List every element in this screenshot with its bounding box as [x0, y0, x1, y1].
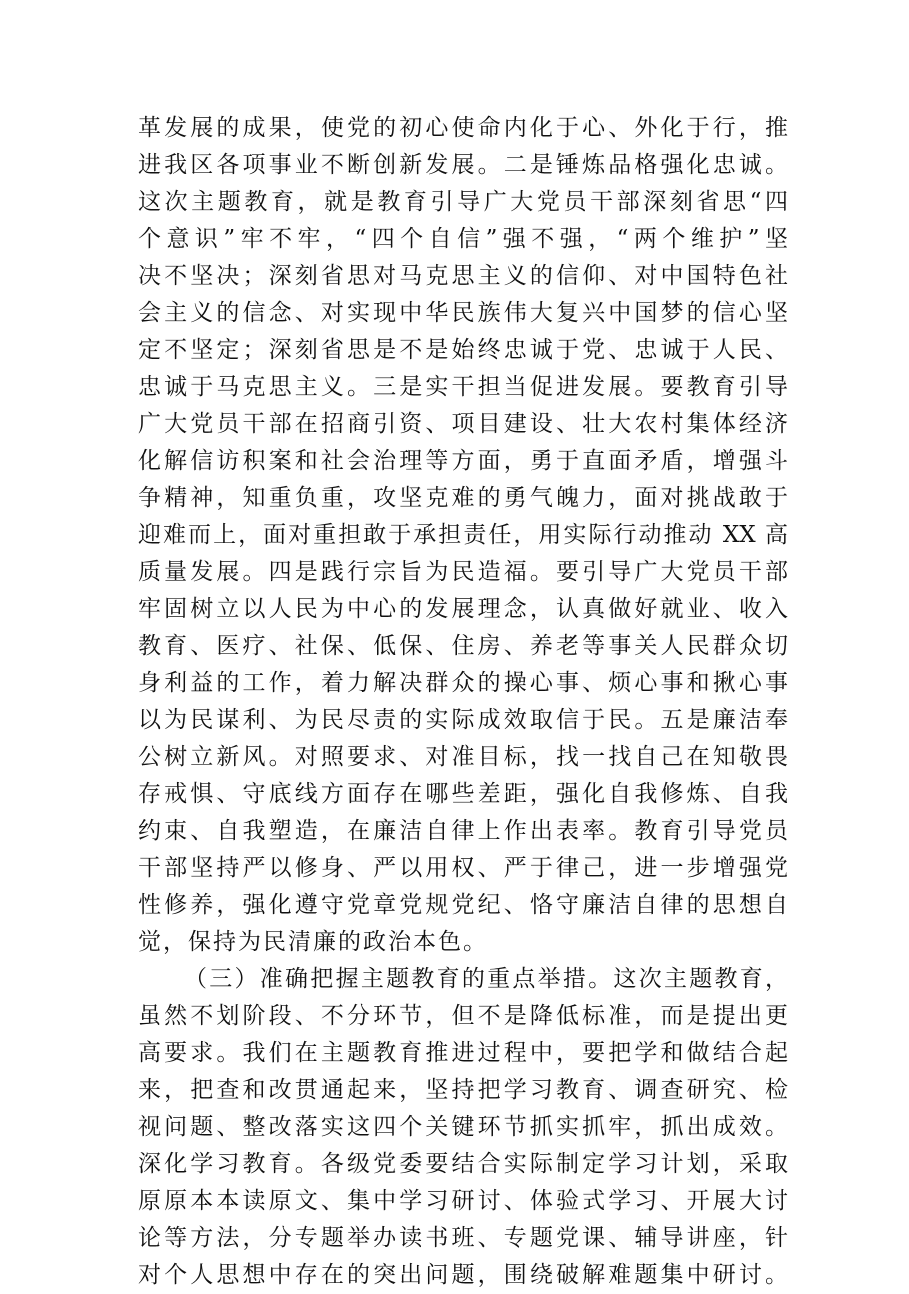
body-text — [138, 110, 788, 1294]
text-line: 进我区各项事业不断创新发展。二是锤炼品格强化忠诚。 — [138, 152, 788, 178]
text-line: 视问题、整改落实这四个关键环节抓实抓牢，抓出成效。 — [138, 1114, 788, 1140]
text-line: 性修养，强化遵守党章党规党纪、恪守廉洁自律的思想自 — [138, 892, 788, 918]
text-line: 深化学习教育。各级党委要结合实际制定学习计划，采取 — [138, 1151, 788, 1177]
text-line: 迎难而上，面对重担敢于承担责任，用实际行动推动 XX 高 — [138, 522, 788, 548]
text-line: 论等方法，分专题举办读书班、专题党课、辅导讲座，针 — [138, 1225, 788, 1251]
text-line: 公树立新风。对照要求、对准目标，找一找自己在知敬畏 — [138, 744, 788, 770]
section-heading-line: （三）准确把握主题教育的重点举措。这次主题教育， — [184, 966, 788, 992]
text-line: 对个人思想中存在的突出问题，围绕破解难题集中研讨。 — [138, 1262, 788, 1288]
text-line: 存戒惧、守底线方面存在哪些差距，强化自我修炼、自我 — [138, 781, 788, 807]
text-line: 干部坚持严以修身、严以用权、严于律己，进一步增强党 — [138, 855, 788, 881]
text-line: 这次主题教育，就是教育引导广大党员干部深刻省思“四 — [138, 189, 788, 215]
text-line: 以为民谋利、为民尽责的实际成效取信于民。五是廉洁奉 — [138, 707, 788, 733]
text-line: 教育、医疗、社保、低保、住房、养老等事关人民群众切 — [138, 633, 788, 659]
text-line: 定不坚定；深刻省思是不是始终忠诚于党、忠诚于人民、 — [138, 337, 788, 363]
text-line: 争精神，知重负重，攻坚克难的勇气魄力，面对挑战敢于 — [138, 485, 788, 511]
text-line: 会主义的信念、对实现中华民族伟大复兴中国梦的信心坚 — [138, 300, 788, 326]
text-line: 原原本本读原文、集中学习研讨、体验式学习、开展大讨 — [138, 1188, 788, 1214]
text-line: 广大党员干部在招商引资、项目建设、壮大农村集体经济 — [138, 411, 788, 437]
text-line: 牢固树立以人民为中心的发展理念，认真做好就业、收入 — [138, 596, 788, 622]
text-line: 约束、自我塑造，在廉洁自律上作出表率。教育引导党员 — [138, 818, 788, 844]
text-line: 高要求。我们在主题教育推进过程中，要把学和做结合起 — [138, 1040, 788, 1066]
text-line: 来，把查和改贯通起来，坚持把学习教育、调查研究、检 — [138, 1077, 788, 1103]
text-line: 革发展的成果，使党的初心使命内化于心、外化于行，推 — [138, 115, 788, 141]
text-line: 化解信访积案和社会治理等方面，勇于直面矛盾，增强斗 — [138, 448, 788, 474]
text-line: 忠诚于马克思主义。三是实干担当促进发展。要教育引导 — [138, 374, 788, 400]
text-line: 个意识”牢不牢，“四个自信”强不强，“两个维护”坚 — [138, 226, 788, 252]
text-line: 决不坚决；深刻省思对马克思主义的信仰、对中国特色社 — [138, 263, 788, 289]
text-line: 虽然不划阶段、不分环节，但不是降低标准，而是提出更 — [138, 1003, 788, 1029]
text-line: 身利益的工作，着力解决群众的操心事、烦心事和揪心事 — [138, 670, 788, 696]
text-line: 质量发展。四是践行宗旨为民造福。要引导广大党员干部 — [138, 559, 788, 585]
paragraph-end-line: 觉，保持为民清廉的政治本色。 — [138, 929, 488, 955]
